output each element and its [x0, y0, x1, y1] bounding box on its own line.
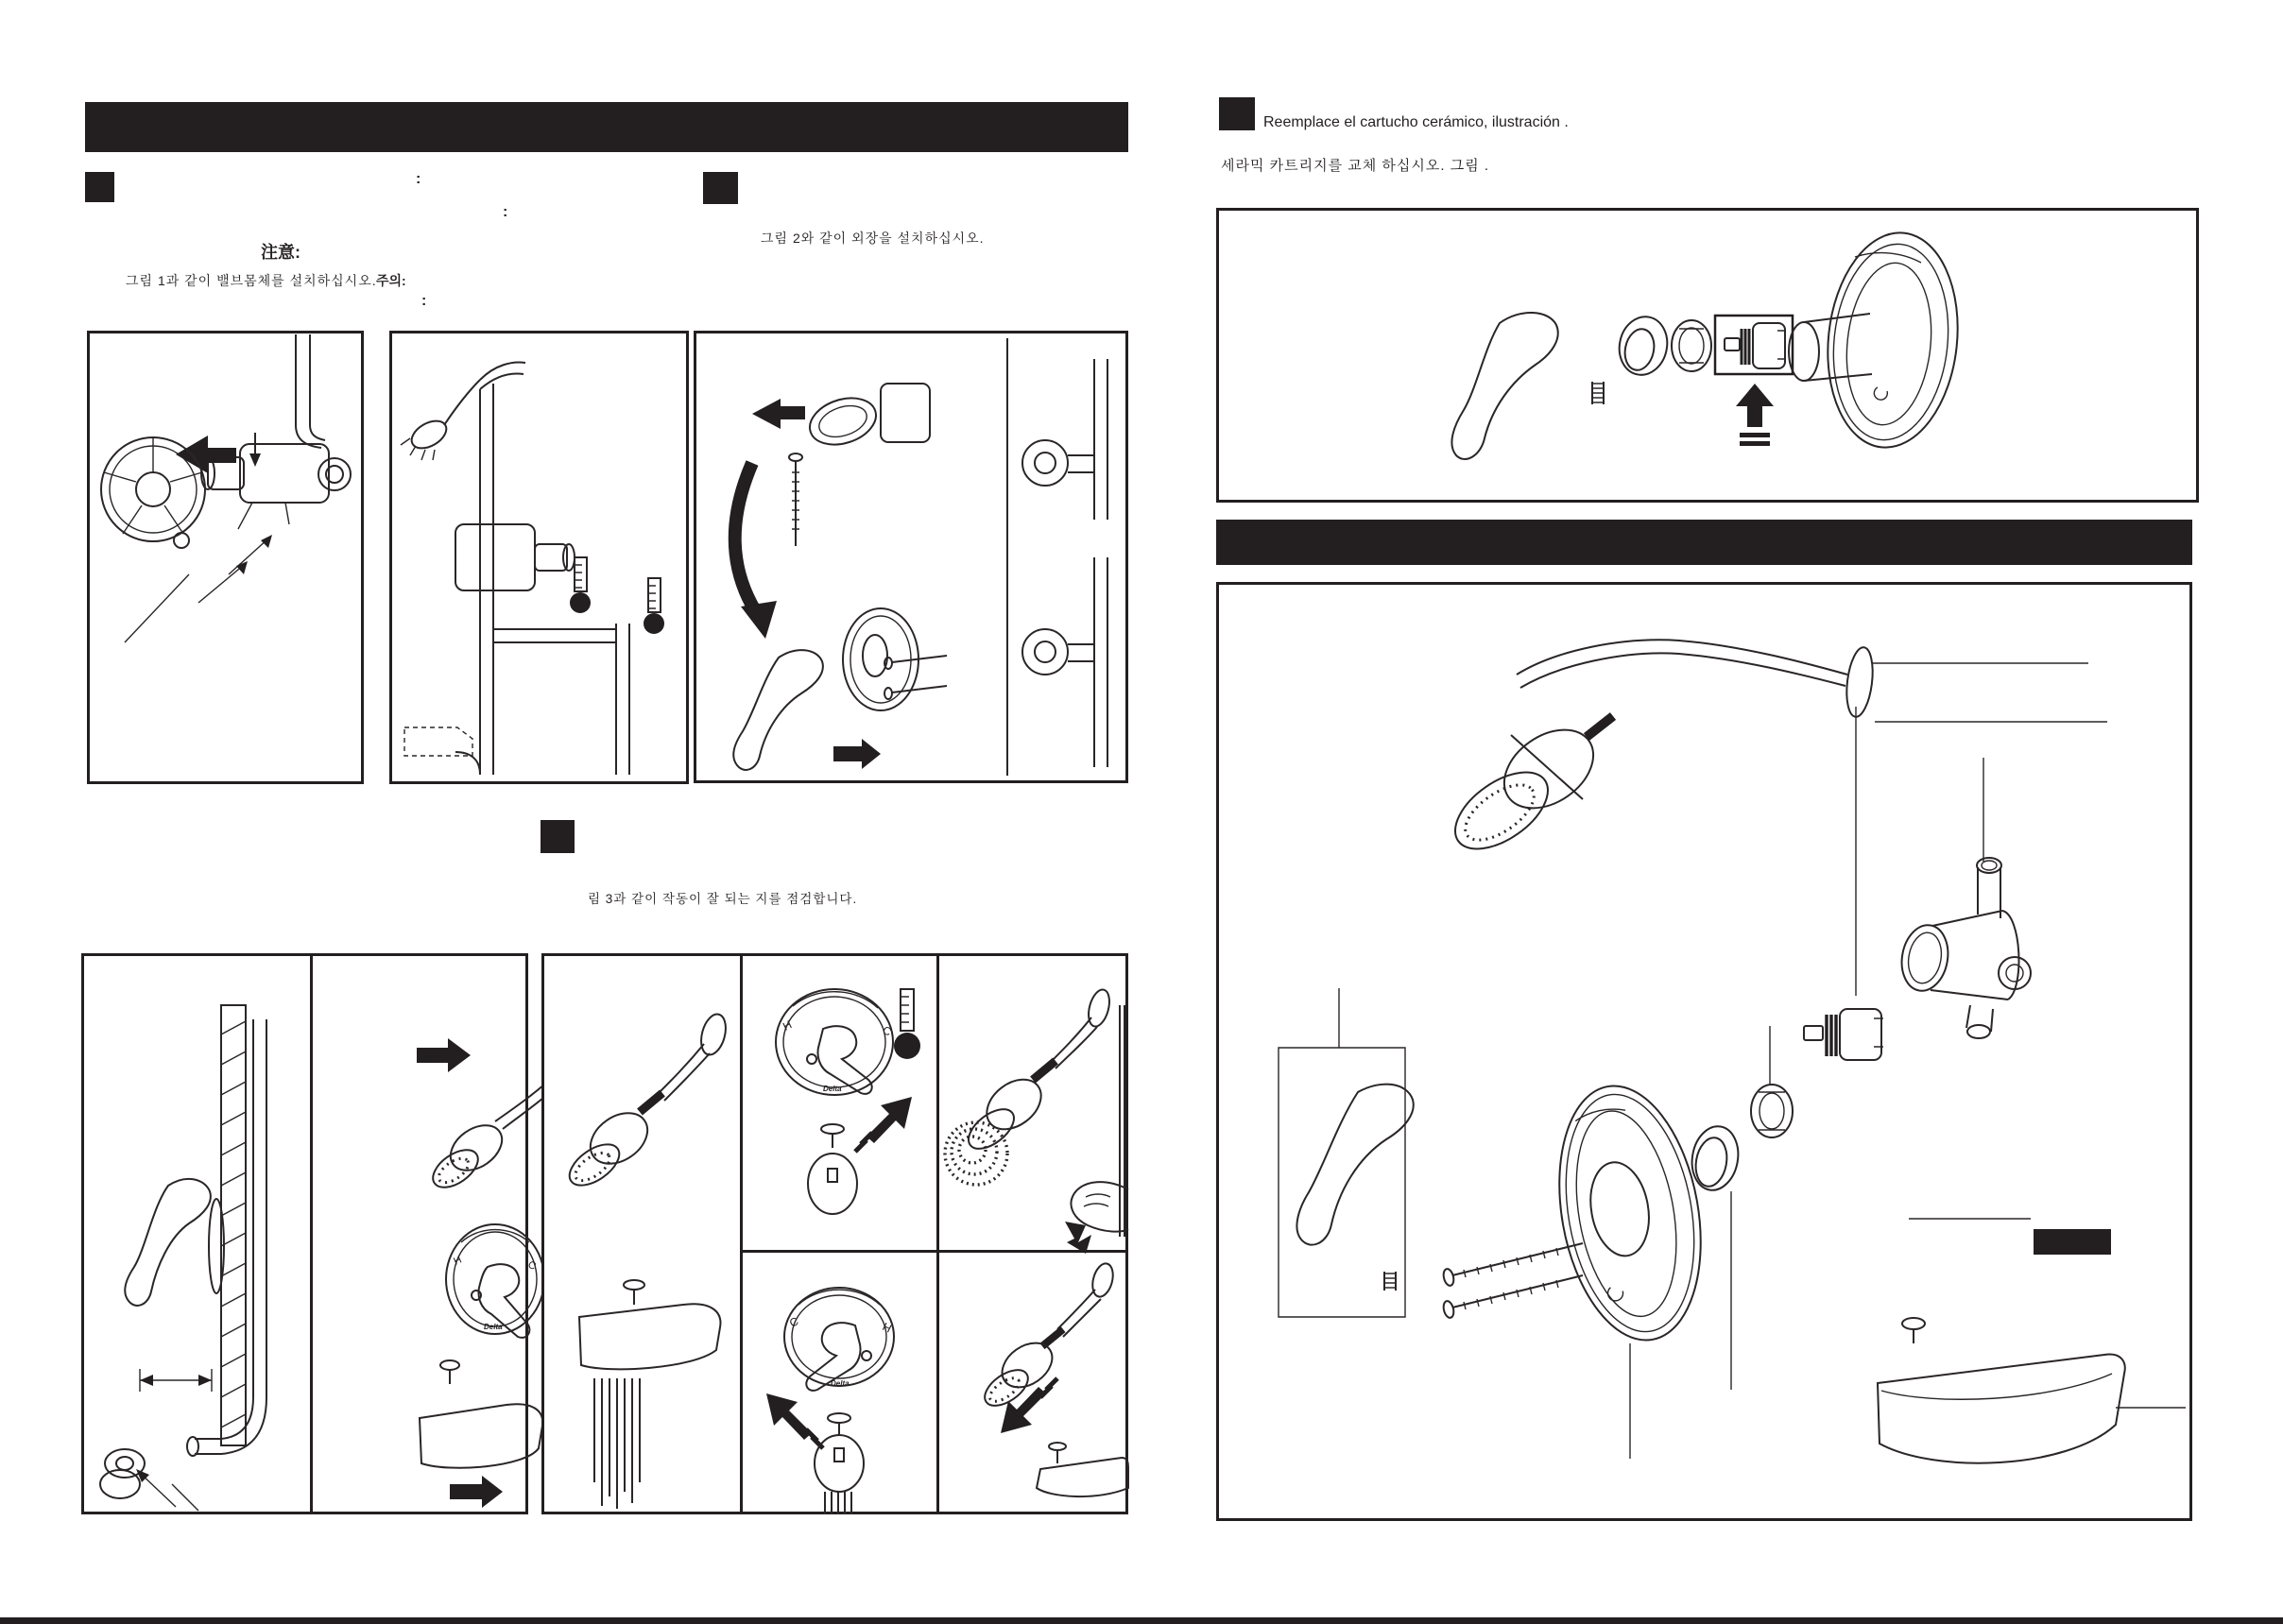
riser-pipe	[480, 363, 629, 775]
step1-colon-a: :	[416, 171, 421, 187]
arrow-left-icon	[176, 436, 236, 473]
thermometer-icon	[644, 578, 664, 634]
page-bottom-rule	[0, 1617, 2283, 1624]
shower-head-brush	[945, 987, 1124, 1237]
mounting-screw	[789, 453, 802, 546]
dial-hot-label: H	[452, 1254, 464, 1268]
diverter-knob	[808, 1124, 857, 1214]
figure-3-right-art	[541, 953, 1128, 1514]
dial-cold-label: C	[525, 1258, 538, 1273]
figure-1-rough-in-art	[389, 331, 689, 784]
step-2-number-box	[703, 172, 738, 204]
step-1-number-box	[85, 172, 114, 202]
replace-cartridge-line-spanish: Reemplace el cartucho cerámico, ilustración .	[1263, 114, 1569, 130]
cartridge	[1725, 323, 1785, 368]
shower-head-icon	[562, 1012, 730, 1194]
tub-spout-icon	[579, 1280, 720, 1509]
arrow-up-icon	[1736, 384, 1774, 446]
step2-line-korean: 그림 2와 같이 외장을 설치하십시오.	[761, 231, 985, 246]
valve-sleeve	[804, 384, 930, 453]
replace-cartridge-line-korean: 세라믹 카트리지를 교체 하십시오. 그림 .	[1221, 158, 1490, 174]
arrow-up-left-icon	[766, 1393, 823, 1448]
arrow-up-right-icon	[855, 1097, 912, 1152]
redacted-part-label	[2034, 1229, 2111, 1255]
arrow-down-icon	[249, 433, 261, 467]
flower-handle	[101, 437, 205, 541]
wall-section	[1007, 338, 1107, 776]
trim-ring	[1687, 1122, 1742, 1193]
hand-press-diverter	[1065, 1182, 1128, 1254]
control-dial-mirrored	[784, 1288, 894, 1391]
section-header-bar-1	[85, 102, 1128, 152]
trim-ring	[1614, 312, 1673, 379]
mounting-screws	[1442, 1243, 1583, 1319]
dial-cold-label: C	[880, 1023, 894, 1039]
escutcheon-plate	[1789, 227, 1968, 454]
control-dial	[446, 1224, 544, 1338]
wall-stud-hatched	[221, 1005, 246, 1445]
pipe-drop	[187, 1019, 266, 1456]
leader-lines	[1339, 707, 1983, 1459]
bonnet-nut	[1751, 1085, 1793, 1137]
arrow-left-icon	[752, 399, 805, 429]
thermometer-icon	[894, 989, 920, 1059]
escutcheon-plate	[1540, 1075, 1719, 1352]
supply-pipes	[296, 334, 325, 448]
valve-body	[1897, 858, 2031, 1038]
shower-head-icon	[401, 380, 480, 460]
arrow-down-left-icon	[1001, 1378, 1057, 1433]
diverter-knob	[815, 1413, 864, 1514]
tub-spout-icon	[1878, 1318, 2186, 1463]
escutcheon-plate	[843, 608, 918, 710]
step1-line-korean: 그림 1과 같이 밸브몸체를 설치하십시오.	[126, 273, 377, 288]
grommet-rings	[100, 1449, 198, 1511]
callout-arrows	[125, 535, 272, 642]
step1-caution-korean: 주의:	[376, 273, 406, 288]
tub-spout-dashed	[404, 727, 480, 775]
cartridge	[1804, 1009, 1883, 1060]
control-dial	[776, 989, 894, 1095]
figure-2-art	[694, 331, 1128, 783]
wall-bracket	[1279, 1048, 1405, 1317]
cartridge-replacement-art	[1216, 208, 2199, 503]
dial-brand-label: Delta	[484, 1323, 503, 1331]
handle-lever	[125, 1179, 224, 1306]
dial-hot-label: H	[880, 1320, 894, 1336]
dimension-arrows	[140, 1369, 212, 1392]
handle-lever	[733, 650, 823, 770]
bonnet-nut	[1672, 320, 1711, 371]
handle-lever	[1296, 1085, 1413, 1245]
replace-cartridge-number-box	[1219, 97, 1255, 130]
shower-arm	[1517, 640, 2107, 722]
arrow-right-icon	[417, 1038, 471, 1072]
figure-1-art	[87, 331, 364, 784]
arrow-right-icon	[450, 1476, 503, 1508]
dial-brand-label: Delta	[823, 1085, 842, 1093]
dial-cold-label: C	[787, 1314, 801, 1330]
figure-3-left-art	[81, 953, 538, 1514]
set-screw	[1384, 1272, 1396, 1291]
step3-line-korean: 림 3과 같이 작동이 잘 되는 지를 점검합니다.	[588, 892, 858, 906]
tub-spout-icon	[1037, 1443, 1128, 1496]
dial-brand-label: Delta	[831, 1379, 850, 1388]
step1-note-chinese: 注意:	[261, 243, 300, 262]
dial-hot-label: H	[781, 1017, 795, 1034]
section-header-bar-2	[1216, 520, 2192, 565]
set-screw	[174, 533, 189, 548]
shower-head-icon	[1442, 714, 1613, 864]
exploded-parts-art	[1216, 582, 2192, 1521]
arrow-right-icon	[833, 739, 881, 769]
step1-colon-b: :	[503, 204, 508, 220]
set-screw	[1592, 382, 1604, 404]
arrow-curved-down-icon	[735, 463, 777, 639]
handle-lever	[1451, 313, 1557, 459]
step-3-number-box	[541, 820, 575, 853]
step1-colon-c: :	[421, 293, 427, 309]
valve-body	[455, 524, 575, 590]
